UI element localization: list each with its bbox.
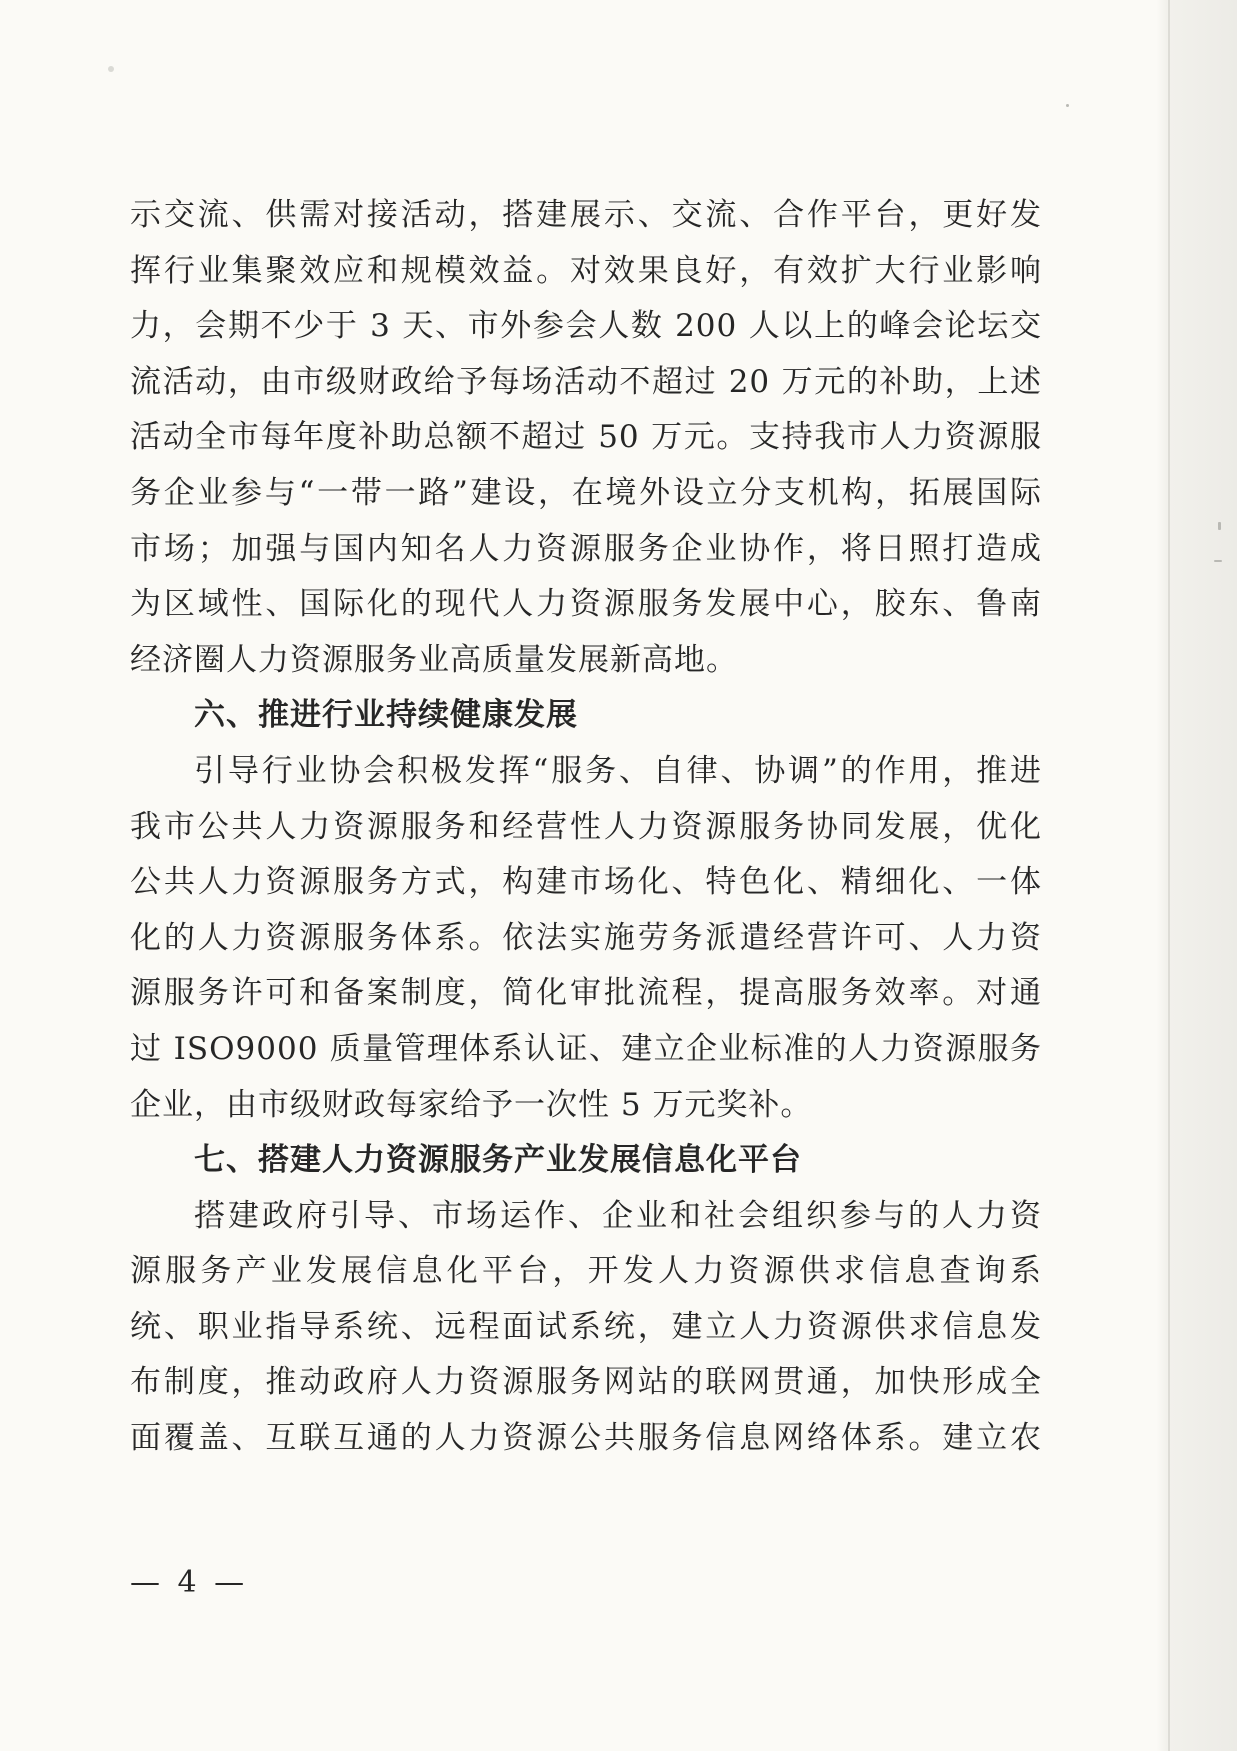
text-line: 为区域性、国际化的现代人力资源服务发展中心，胶东、鲁南 [130, 586, 1042, 623]
text-line: 公共人力资源服务方式，构建市场化、特色化、精细化、一体 [130, 864, 1042, 901]
text-line: 面覆盖、互联互通的人力资源公共服务信息网络体系。建立农 [130, 1420, 1042, 1457]
scan-speck [1218, 522, 1221, 530]
text-line: 布制度，推动政府人力资源服务网站的联网贯通，加快形成全 [130, 1364, 1042, 1401]
text-line: 引导行业协会积极发挥“服务、自律、协调”的作用，推进 [194, 752, 1042, 789]
text-line: 流活动，由市级财政给予每场活动不超过 20 万元的补助，上述 [130, 363, 1042, 400]
text-line: 搭建政府引导、市场运作、企业和社会组织参与的人力资 [194, 1197, 1042, 1234]
text-line: 源服务产业发展信息化平台，开发人力资源供求信息查询系 [130, 1253, 1042, 1290]
text-line: 统、职业指导系统、远程面试系统，建立人力资源供求信息发 [130, 1308, 1042, 1345]
section-heading: 七、搭建人力资源服务产业发展信息化平台 [194, 1142, 802, 1179]
page-number: — 4 — [130, 1565, 249, 1600]
text-line: 务企业参与“一带一路”建设，在境外设立分支机构，拓展国际 [130, 474, 1042, 511]
document-body [130, 188, 1042, 1467]
section-heading: 六、推进行业持续健康发展 [194, 697, 578, 734]
text-line: 力，会期不少于 3 天、市外参会人数 200 人以上的峰会论坛交 [130, 308, 1042, 345]
text-line: 挥行业集聚效应和规模效益。对效果良好，有效扩大行业影响 [130, 252, 1042, 289]
text-line: 过 ISO9000 质量管理体系认证、建立企业标准的人力资源服务 [130, 1030, 1042, 1067]
scan-speck [108, 66, 114, 72]
scan-speck [1214, 560, 1222, 562]
text-line: 源服务许可和备案制度，简化审批流程，提高服务效率。对通 [130, 975, 1042, 1012]
text-line: 企业，由市级财政每家给予一次性 5 万元奖补。 [130, 1086, 813, 1123]
text-line: 经济圈人力资源服务业高质量发展新高地。 [130, 641, 738, 678]
page-edge-shadow [1168, 0, 1170, 1751]
text-line: 我市公共人力资源服务和经营性人力资源服务协同发展，优化 [130, 808, 1042, 845]
text-line: 活动全市每年度补助总额不超过 50 万元。支持我市人力资源服 [130, 419, 1042, 456]
text-line: 示交流、供需对接活动，搭建展示、交流、合作平台，更好发 [130, 197, 1042, 233]
text-line: 市场；加强与国内知名人力资源服务企业协作，将日照打造成 [130, 530, 1042, 567]
text-line: 化的人力资源服务体系。依法实施劳务派遣经营许可、人力资 [130, 919, 1042, 956]
scan-speck [1066, 104, 1069, 107]
